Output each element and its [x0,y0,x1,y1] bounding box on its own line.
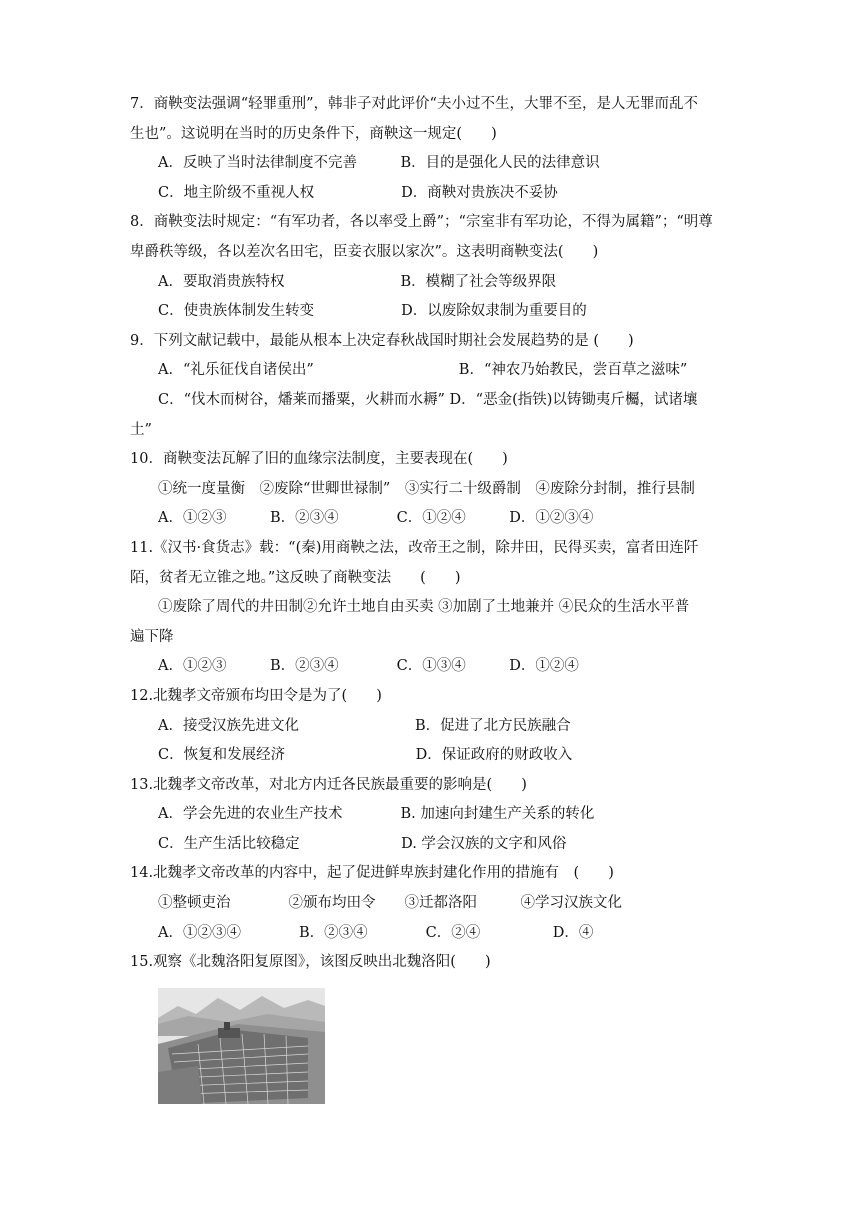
text-line: 11.《汉书·食货志》载：“(秦)用商鞅之法，改帝王之制，除井田，民得买卖，富者田连阡 [130,540,699,556]
text-line: C．恢复和发展经济 D．保证政府的财政收入 [158,747,573,763]
text-line: C．生产生活比较稳定 D. 学会汉族的文字和风俗 [158,836,567,852]
text-line: 8．商鞅变法时规定：“有军功者，各以率受上爵”；“宗室非有军功论，不得为属籍”；“明尊 [130,214,713,230]
text-line: A．①②③ B．②③④ C．①③④ D．①②④ [158,658,579,674]
text-line: 陌，贫者无立锥之地。”这反映了商鞅变法 ( ) [130,570,461,586]
text-line: 13.北魏孝文帝改革，对北方内迁各民族最重要的影响是( ) [130,777,527,793]
text-line: A．学会先进的农业生产技术 B. 加速向封建生产关系的转化 [158,806,595,822]
text-line: A．①②③ B．②③④ C．①②④ D．①②③④ [158,510,594,526]
text-line: 生也”。这说明在当时的历史条件下，商鞅这一规定( ) [130,126,497,142]
text-line: 9．下列文献记载中，最能从根本上决定春秋战国时期社会发展趋势的是 ( ) [130,333,634,349]
text-line: C．使贵族体制发生转变 D．以废除奴隶制为重要目的 [158,303,587,319]
text-line: ①废除了周代的井田制②允许土地自由买卖 ③加剧了土地兼并 ④民众的生活水平普 [158,599,690,615]
luoyang-reconstruction-image [158,988,325,1104]
text-line: 10．商鞅变法瓦解了旧的血缘宗法制度，主要表现在( ) [130,451,508,467]
text-line: A．“礼乐征伐自诸侯出” B．“神农乃始教民，尝百草之滋味” [158,362,688,378]
text-line: A．要取消贵族特权 B．模糊了社会等级界限 [158,274,557,290]
text-line: 14.北魏孝文帝改革的内容中，起了促进鲜卑族封建化作用的措施有 ( ) [130,865,614,881]
text-line: ①统一度量衡 ②废除“世卿世禄制” ③实行二十级爵制 ④废除分封制，推行县制 [158,481,695,497]
text-line: 7．商鞅变法强调“轻罪重刑”，韩非子对此评价“夫小过不生，大罪不至，是人无罪而乱不 [130,96,698,112]
text-line: C．地主阶级不重视人权 D．商鞅对贵族决不妥协 [158,185,558,201]
text-line: 15.观察《北魏洛阳复原图》，该图反映出北魏洛阳( ) [130,954,491,970]
text-line: A．①②③④ B．②③④ C．②④ D．④ [158,925,594,941]
text-line: 卑爵秩等级，各以差次名田宅，臣妾衣服以家次”。这表明商鞅变法( ) [130,244,599,260]
text-line: 土” [130,422,152,438]
text-line: A．反映了当时法律制度不完善 B．目的是强化人民的法律意识 [158,155,600,171]
text-line: 12.北魏孝文帝颁布均田令是为了( ) [130,688,382,704]
text-line: A．接受汉族先进文化 B．促进了北方民族融合 [158,718,571,734]
text-line: ①整顿吏治 ②颁布均田令 ③迁都洛阳 ④学习汉族文化 [158,895,622,911]
text-line: 遍下降 [130,629,174,645]
text-line: C．“伐木而树谷，燔莱而播粟，火耕而水耨” D．“恶金(指铁)以铸锄夷斤欘，试诸壤 [158,392,698,408]
